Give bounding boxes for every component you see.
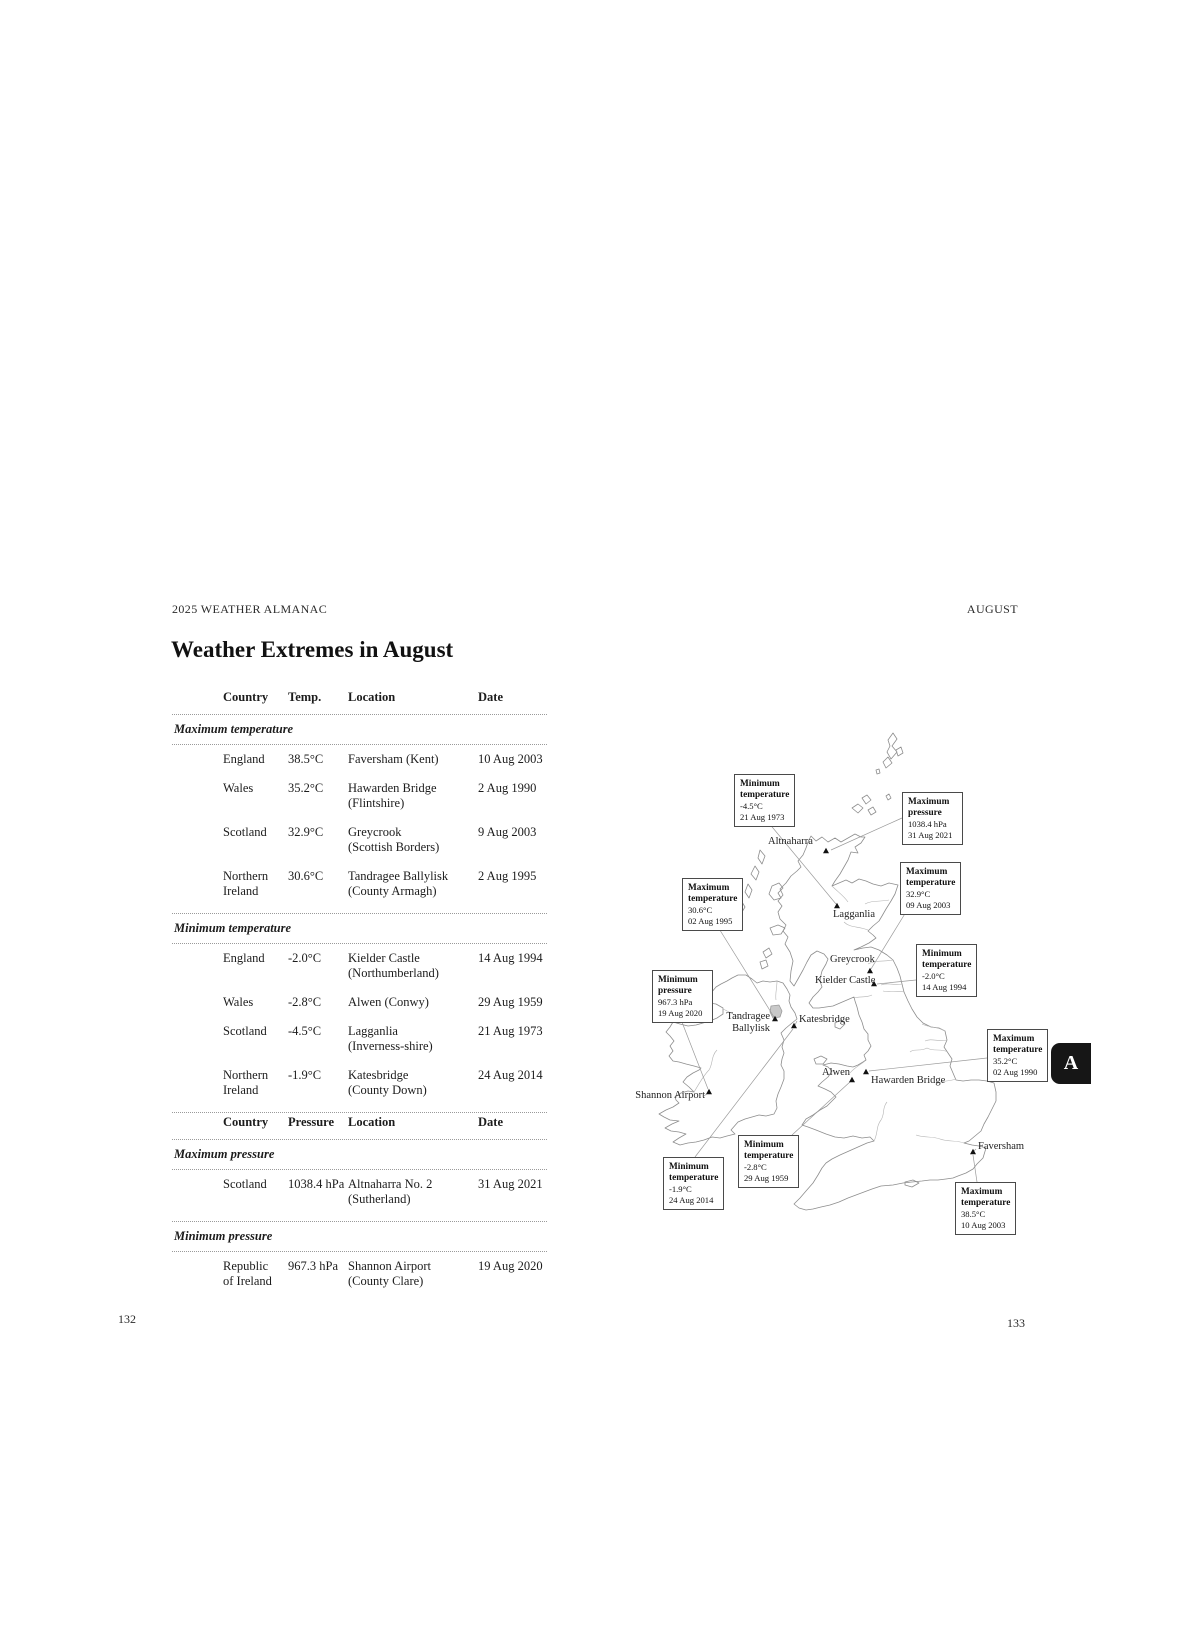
cell-location (348, 825, 478, 855)
callout-value-line: 24 Aug 2014 (669, 1195, 714, 1205)
callout-value-line: 09 Aug 2003 (906, 900, 951, 910)
place-label-line: Ballylisk (732, 1022, 770, 1034)
cell-value-line: -2.0°C (288, 951, 322, 965)
table-rule (172, 1112, 547, 1113)
callout-bold-line: Minimum (922, 949, 962, 959)
cell-date-line: 2 Aug 1995 (478, 869, 537, 883)
place-label-tandragee-ballylisk (714, 1011, 770, 1034)
cell-country-line: Republic (223, 1259, 269, 1273)
cell-location (348, 1177, 478, 1207)
cell-location-line: (County Armagh) (348, 884, 437, 898)
cell-location-line: Faversham (Kent) (348, 752, 439, 766)
table-row (172, 951, 547, 981)
cell-value-line: 32.9°C (288, 825, 324, 839)
cell-location-line: Tandragee Ballylisk (348, 869, 449, 883)
place-label-line: Katesbridge (799, 1014, 850, 1025)
cell-value-line: 967.3 hPa (288, 1259, 338, 1273)
cell-location-line: (Scottish Borders) (348, 840, 440, 854)
left-page-number: 132 (118, 1312, 136, 1326)
column-header-date: Date (478, 690, 503, 704)
cell-value (288, 825, 348, 855)
cell-value-line: 30.6°C (288, 869, 324, 883)
cell-location-line: (County Down) (348, 1083, 427, 1097)
callout-value-line: 31 Aug 2021 (908, 830, 953, 840)
cell-location-line: Shannon Airport (348, 1259, 431, 1273)
table-rule (172, 1139, 547, 1140)
cell-value-line: 1038.4 hPa (288, 1177, 345, 1191)
callout-bold-line: pressure (908, 808, 942, 818)
callout-value-line: 29 Aug 1959 (744, 1173, 789, 1183)
weather-extremes-table (172, 688, 547, 1303)
cell-country (223, 1259, 288, 1289)
cell-location-line: (Northumberland) (348, 966, 439, 980)
cell-date (478, 1024, 547, 1054)
cell-country (223, 825, 288, 855)
cell-value (288, 1068, 348, 1098)
cell-value-line: 35.2°C (288, 781, 324, 795)
cell-value-line: 38.5°C (288, 752, 324, 766)
callout-bold-line: temperature (922, 960, 972, 970)
callout-value-line: 14 Aug 1994 (922, 982, 967, 992)
table-row (172, 1259, 547, 1289)
cell-date (478, 781, 547, 811)
cell-country (223, 1024, 288, 1054)
callout-bold-line: temperature (669, 1173, 719, 1183)
cell-location (348, 752, 478, 767)
cell-date (478, 1068, 547, 1098)
table-section-title: Minimum pressure (174, 1229, 273, 1243)
table-rule (172, 714, 547, 715)
table-header-row (172, 1115, 547, 1130)
table-rows (172, 1259, 547, 1289)
callout-bold-line: pressure (658, 986, 692, 996)
cell-location-line: Lagganlia (348, 1024, 398, 1038)
callout-max-temp-tandragee (682, 878, 743, 931)
cell-country (223, 1177, 288, 1207)
callout-max-temp-greycrook (900, 862, 961, 915)
cell-value (288, 995, 348, 1010)
place-label-line: Kielder Castle (815, 975, 876, 986)
left-running-head: 2025 WEATHER ALMANAC (172, 602, 328, 616)
callout-max-temp-hawarden (987, 1029, 1048, 1082)
islands-shetland (876, 733, 903, 800)
callout-value-line: 21 Aug 1973 (740, 812, 785, 822)
table-rule (172, 1251, 547, 1252)
cell-date-line: 9 Aug 2003 (478, 825, 537, 839)
table-row (172, 1024, 547, 1054)
callout-max-temp-faversham (955, 1182, 1016, 1235)
callout-bold-line: Minimum (658, 975, 698, 985)
cell-country (223, 1068, 288, 1098)
column-header-country: Country (223, 690, 269, 704)
table-header-row (172, 690, 547, 705)
cell-location-line: Altnaharra No. 2 (348, 1177, 433, 1191)
callout-bold-line: Minimum (744, 1140, 784, 1150)
callout-value-line: -4.5°C (740, 801, 763, 811)
table-section-title: Minimum temperature (174, 921, 292, 935)
cell-location-line: (Sutherland) (348, 1192, 411, 1206)
callout-bold-line: temperature (744, 1151, 794, 1161)
cell-value-line: -2.8°C (288, 995, 322, 1009)
table-row (172, 1068, 547, 1098)
callout-bold-line: temperature (906, 878, 956, 888)
table-row (172, 825, 547, 855)
island-isle-of-wight (905, 1180, 919, 1187)
callout-value-line: -1.9°C (669, 1184, 692, 1194)
place-label-hawarden-bridge (871, 1075, 945, 1087)
place-label-greycrook (830, 954, 875, 966)
island-mull (770, 925, 785, 935)
table-row (172, 995, 547, 1010)
place-label-shannon-airport (610, 1090, 705, 1102)
station-marker-icon (791, 1023, 797, 1028)
table-row (172, 781, 547, 811)
uk-ireland-map (600, 690, 1100, 1250)
place-label-faversham (978, 1141, 1024, 1153)
cell-value (288, 1177, 348, 1207)
cell-location (348, 869, 478, 899)
callout-bold-line: Maximum (688, 883, 730, 893)
cell-value-line: -4.5°C (288, 1024, 322, 1038)
cell-date (478, 869, 547, 899)
alphabet-thumb-tab: A (1051, 1043, 1091, 1084)
table-row (172, 1177, 547, 1207)
station-marker-icon (823, 848, 829, 853)
callout-value-line: 19 Aug 2020 (658, 1008, 703, 1018)
column-header-location: Location (348, 1115, 396, 1129)
callout-min-temp-alwen (738, 1135, 799, 1188)
cell-country-line: Scotland (223, 825, 267, 839)
callout-bold-line: temperature (740, 790, 790, 800)
callout-bold-line: Maximum (961, 1187, 1003, 1197)
callout-bold-line: temperature (688, 894, 738, 904)
station-marker-icon (863, 1069, 869, 1074)
table-rows (172, 1177, 547, 1207)
cell-country (223, 995, 288, 1010)
place-label-alwen (822, 1067, 850, 1079)
cell-date-line: 19 Aug 2020 (478, 1259, 543, 1273)
right-running-head: AUGUST (966, 602, 1018, 616)
table-row (172, 752, 547, 767)
table-rule (172, 1221, 547, 1222)
cell-location-line: Alwen (Conwy) (348, 995, 429, 1009)
cell-country-line: of Ireland (223, 1274, 272, 1288)
cell-location (348, 995, 478, 1010)
cell-location-line: (County Clare) (348, 1274, 424, 1288)
cell-country (223, 781, 288, 811)
table-rule (172, 744, 547, 745)
cell-country (223, 951, 288, 981)
callout-min-temp-lagganlia (734, 774, 795, 827)
cell-location-line: Katesbridge (348, 1068, 409, 1082)
callout-bold-line: Maximum (908, 797, 950, 807)
cell-location (348, 1024, 478, 1054)
callout-value-line: 967.3 hPa (658, 997, 693, 1007)
cell-date-line: 14 Aug 1994 (478, 951, 543, 965)
callout-min-temp-kielder (916, 944, 977, 997)
column-header-country: Country (223, 1115, 269, 1129)
cell-date-line: 29 Aug 1959 (478, 995, 543, 1009)
cell-country (223, 752, 288, 767)
table-rows (172, 951, 547, 1098)
table-row (172, 869, 547, 899)
station-marker-icon (834, 903, 840, 908)
callout-value-line: -2.0°C (922, 971, 945, 981)
table-rule (172, 943, 547, 944)
cell-value (288, 752, 348, 767)
callout-min-pressure-shannon (652, 970, 713, 1023)
place-label-line: Lagganlia (833, 909, 875, 920)
cell-date-line: 10 Aug 2003 (478, 752, 543, 766)
place-label-lagganlia (833, 909, 875, 921)
callout-value-line: 02 Aug 1995 (688, 916, 733, 926)
cell-location-line: Kielder Castle (348, 951, 420, 965)
callout-value-line: 38.5°C (961, 1209, 986, 1219)
callout-value-line: 10 Aug 2003 (961, 1220, 1006, 1230)
table-rule (172, 913, 547, 914)
island-anglesey (814, 1056, 827, 1064)
callout-min-temp-katesbridge (663, 1157, 724, 1210)
cell-country-line: Scotland (223, 1177, 267, 1191)
cell-date-line: 21 Aug 1973 (478, 1024, 543, 1038)
cell-country (223, 869, 288, 899)
callout-bold-line: Minimum (740, 779, 780, 789)
cell-country-line: England (223, 951, 265, 965)
column-header-temp: Temp. (288, 690, 322, 704)
cell-country-line: Wales (223, 781, 254, 795)
cell-date (478, 995, 547, 1010)
cell-date (478, 752, 547, 767)
callout-bold-line: Minimum (669, 1162, 709, 1172)
table-rows (172, 752, 547, 899)
cell-date (478, 951, 547, 981)
cell-country-line: England (223, 752, 265, 766)
cell-country-line: Northern (223, 869, 269, 883)
place-label-line: Alwen (822, 1067, 850, 1078)
right-page-number: 133 (1007, 1316, 1025, 1330)
cell-value (288, 1024, 348, 1054)
table-rule (172, 1169, 547, 1170)
column-header-location: Location (348, 690, 396, 704)
callout-value-line: 30.6°C (688, 905, 713, 915)
callout-value-line: 32.9°C (906, 889, 931, 899)
place-label-line: Shannon Airport (635, 1090, 705, 1101)
cell-value-line: -1.9°C (288, 1068, 322, 1082)
cell-value (288, 781, 348, 811)
callout-bold-line: Maximum (906, 867, 948, 877)
cell-country-line: Ireland (223, 1083, 259, 1097)
place-label-line: Altnaharra (768, 836, 813, 847)
callout-bold-line: Maximum (993, 1034, 1035, 1044)
callout-value-line: -2.8°C (744, 1162, 767, 1172)
callout-bold-line: temperature (961, 1198, 1011, 1208)
place-label-altnaharra (768, 836, 813, 848)
place-label-kielder-castle (815, 975, 875, 987)
table-section-title: Maximum temperature (174, 722, 294, 736)
cell-location (348, 951, 478, 981)
callout-value-line: 1038.4 hPa (908, 819, 947, 829)
cell-location (348, 1068, 478, 1098)
cell-country-line: Scotland (223, 1024, 267, 1038)
callout-value-line: 35.2°C (993, 1056, 1018, 1066)
island-islay (760, 948, 772, 969)
place-label-katesbridge (799, 1014, 850, 1026)
station-marker-icon (706, 1089, 712, 1094)
place-label-line: Tandragee (726, 1011, 770, 1022)
cell-location (348, 1259, 478, 1289)
cell-value (288, 869, 348, 899)
cell-location-line: Greycrook (348, 825, 402, 839)
cell-date-line: 2 Aug 1990 (478, 781, 537, 795)
cell-date (478, 825, 547, 855)
page-title: Weather Extremes in August (171, 637, 454, 662)
cell-date-line: 24 Aug 2014 (478, 1068, 543, 1082)
callout-bold-line: temperature (993, 1045, 1043, 1055)
cell-country-line: Northern (223, 1068, 269, 1082)
cell-location-line: Hawarden Bridge (348, 781, 437, 795)
cell-date (478, 1177, 547, 1207)
place-label-line: Hawarden Bridge (871, 1075, 946, 1086)
cell-value (288, 1259, 348, 1289)
column-header-pressure: Pressure (288, 1115, 335, 1129)
cell-date-line: 31 Aug 2021 (478, 1177, 543, 1191)
islands-orkney (852, 795, 876, 815)
cell-location (348, 781, 478, 811)
place-label-line: Faversham (978, 1141, 1025, 1152)
callout-value-line: 02 Aug 1990 (993, 1067, 1038, 1077)
cell-location-line: (Flintshire) (348, 796, 405, 810)
cell-date (478, 1259, 547, 1289)
place-label-line: Greycrook (830, 954, 875, 965)
cell-value (288, 951, 348, 981)
cell-country-line: Ireland (223, 884, 259, 898)
table-section-title: Maximum pressure (174, 1147, 275, 1161)
cell-location-line: (Inverness-shire) (348, 1039, 433, 1053)
callout-max-pressure-altnaharra (902, 792, 963, 845)
lough-neagh (770, 1005, 782, 1018)
cell-country-line: Wales (223, 995, 254, 1009)
column-header-date: Date (478, 1115, 503, 1129)
station-marker-icon (867, 968, 873, 973)
